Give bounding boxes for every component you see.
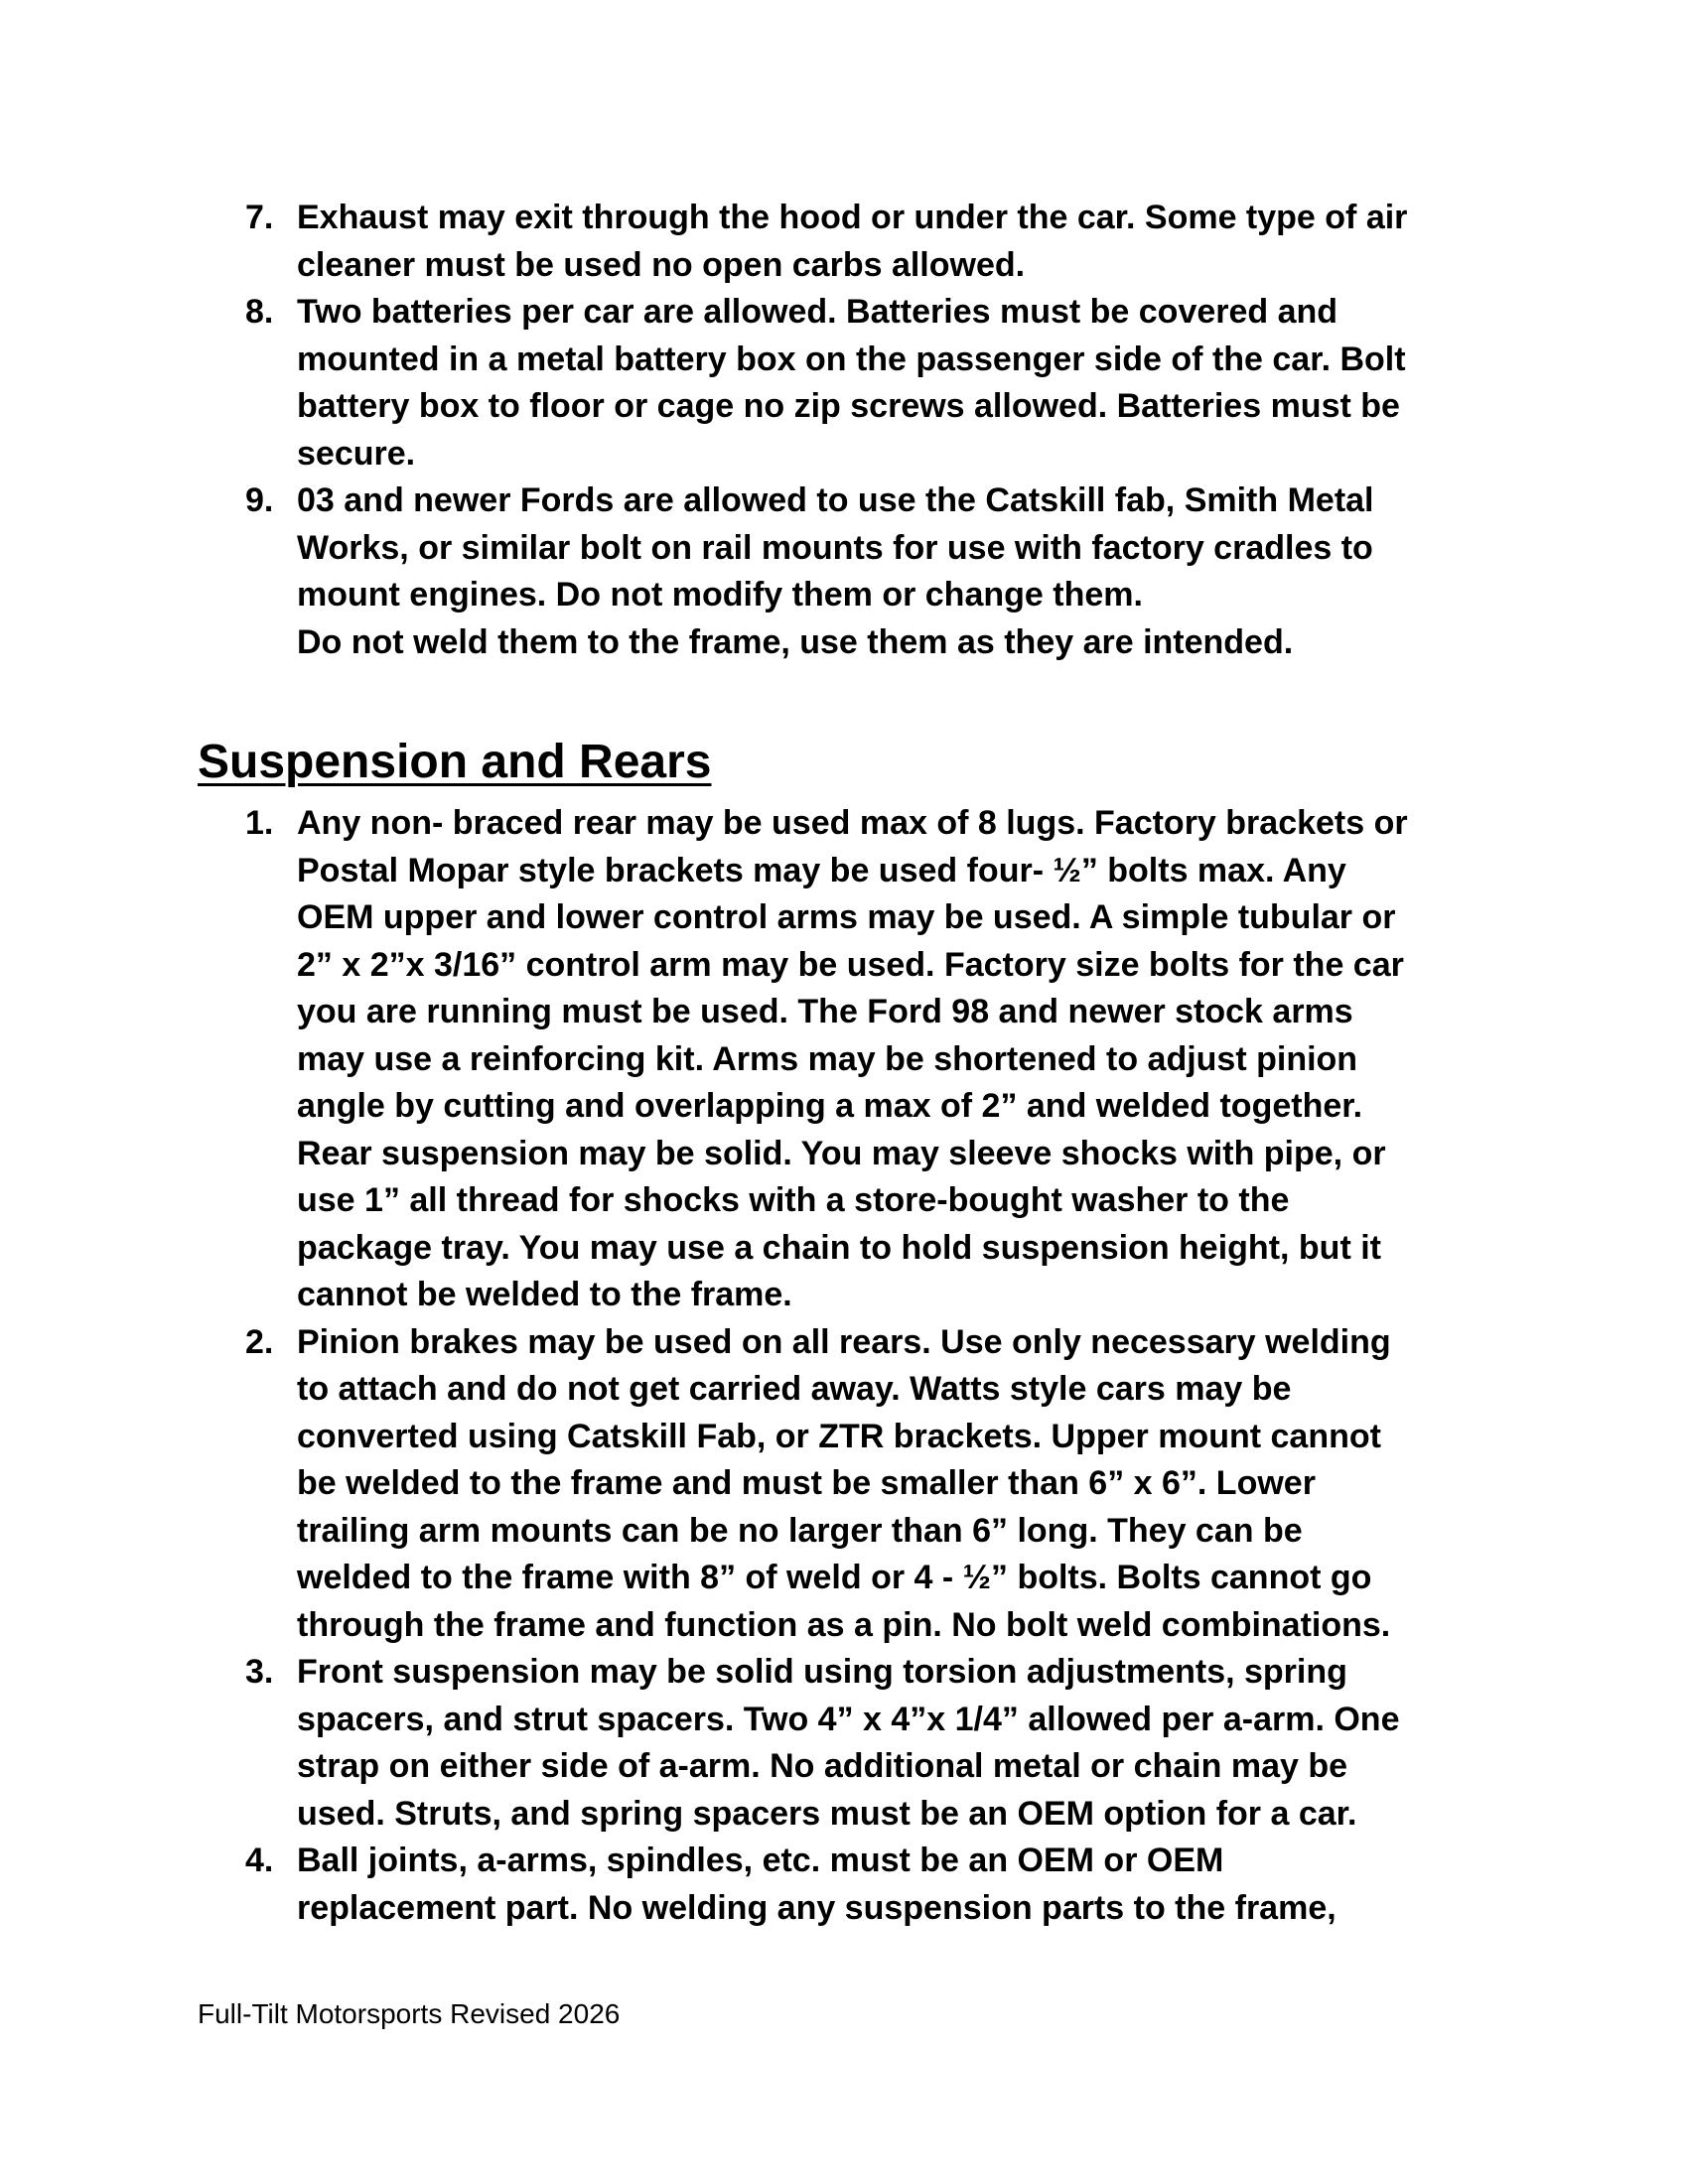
suspension-rules-list <box>235 800 1506 1932</box>
item-line: to attach and do not get carried away. Watts style cars may be <box>297 1370 1292 1408</box>
item-line: be welded to the frame and must be smaller than 6” x 6”. Lower <box>297 1464 1316 1502</box>
item-line: through the frame and function as a pin. No bolt weld combinations. <box>297 1605 1391 1644</box>
item-line: package tray. You may use a chain to hold suspension height, but it <box>297 1228 1381 1267</box>
item-line: 2” x 2”x 3/16” control arm may be used. Factory size bolts for the car <box>297 945 1404 984</box>
item-number: 9. <box>245 481 274 519</box>
list-item <box>235 1649 1506 1838</box>
page-footer: Full-Tilt Motorsports Revised 2026 <box>198 1998 621 2029</box>
list-item <box>235 478 1506 666</box>
item-line: spacers, and strut spacers. Two 4” x 4”x 1/4” allowed per a-arm. One <box>297 1700 1400 1738</box>
list-item <box>235 289 1506 478</box>
item-number: 1. <box>245 804 274 842</box>
item-line: mount engines. Do not modify them or change them. <box>297 576 1143 614</box>
item-line: battery box to floor or cage no zip screws allowed. Batteries must be <box>297 387 1400 425</box>
item-line: Rear suspension may be solid. You may sleeve shocks with pipe, or <box>297 1134 1386 1172</box>
section-heading: Suspension and Rears <box>198 736 712 788</box>
item-line: Postal Mopar style brackets may be used four- ½” bolts max. Any <box>297 851 1346 889</box>
item-line: use 1” all thread for shocks with a store-bought washer to the <box>297 1181 1290 1219</box>
item-line: Two batteries per car are allowed. Batteries must be covered and <box>297 293 1338 331</box>
list-item <box>235 800 1506 1319</box>
item-line: you are running must be used. The Ford 98 and newer stock arms <box>297 993 1353 1030</box>
item-line: Pinion brakes may be used on all rears. Use only necessary welding <box>297 1322 1391 1361</box>
item-number: 3. <box>245 1653 274 1691</box>
item-number: 8. <box>245 293 274 331</box>
item-line: Any non- braced rear may be used max of 8 lugs. Factory brackets or <box>297 804 1408 842</box>
item-line: Ball joints, a-arms, spindles, etc. must be an OEM or OEM <box>297 1842 1224 1879</box>
item-line: replacement part. No welding any suspension parts to the frame, <box>297 1888 1336 1927</box>
item-line: converted using Catskill Fab, or ZTR brackets. Upper mount cannot <box>297 1417 1381 1455</box>
item-line: angle by cutting and overlapping a max of 2” and welded together. <box>297 1087 1363 1125</box>
item-line: Front suspension may be solid using torsion adjustments, spring <box>297 1653 1347 1691</box>
item-line: Exhaust may exit through the hood or under the car. Some type of air <box>297 199 1408 236</box>
item-number: 7. <box>245 199 274 236</box>
item-line: welded to the frame with 8” of weld or 4 - ½” bolts. Bolts cannot go <box>297 1559 1372 1596</box>
rules-list-continued <box>235 195 1506 666</box>
item-line: mounted in a metal battery box on the passenger side of the car. Bolt <box>297 340 1406 378</box>
item-line: secure. <box>297 434 416 473</box>
item-line: Do not weld them to the frame, use them as they are intended. <box>297 622 1294 661</box>
item-line: OEM upper and lower control arms may be used. A simple tubular or <box>297 898 1396 936</box>
item-line: Works, or similar bolt on rail mounts for use with factory cradles to <box>297 528 1373 567</box>
item-line: may use a reinforcing kit. Arms may be shortened to adjust pinion <box>297 1039 1358 1078</box>
item-line: cleaner must be used no open carbs allowed. <box>297 245 1026 284</box>
item-line: 03 and newer Fords are allowed to use the Catskill fab, Smith Metal <box>297 481 1374 519</box>
list-item <box>235 195 1506 289</box>
item-line: cannot be welded to the frame. <box>297 1276 792 1313</box>
item-line: used. Struts, and spring spacers must be an OEM option for a car. <box>297 1794 1357 1833</box>
item-line: strap on either side of a-arm. No additional metal or chain may be <box>297 1747 1348 1785</box>
item-line: trailing arm mounts can be no larger than 6” long. They can be <box>297 1511 1303 1550</box>
list-item <box>235 1838 1506 1932</box>
item-number: 4. <box>245 1842 274 1879</box>
item-number: 2. <box>245 1322 274 1361</box>
list-item <box>235 1319 1506 1650</box>
